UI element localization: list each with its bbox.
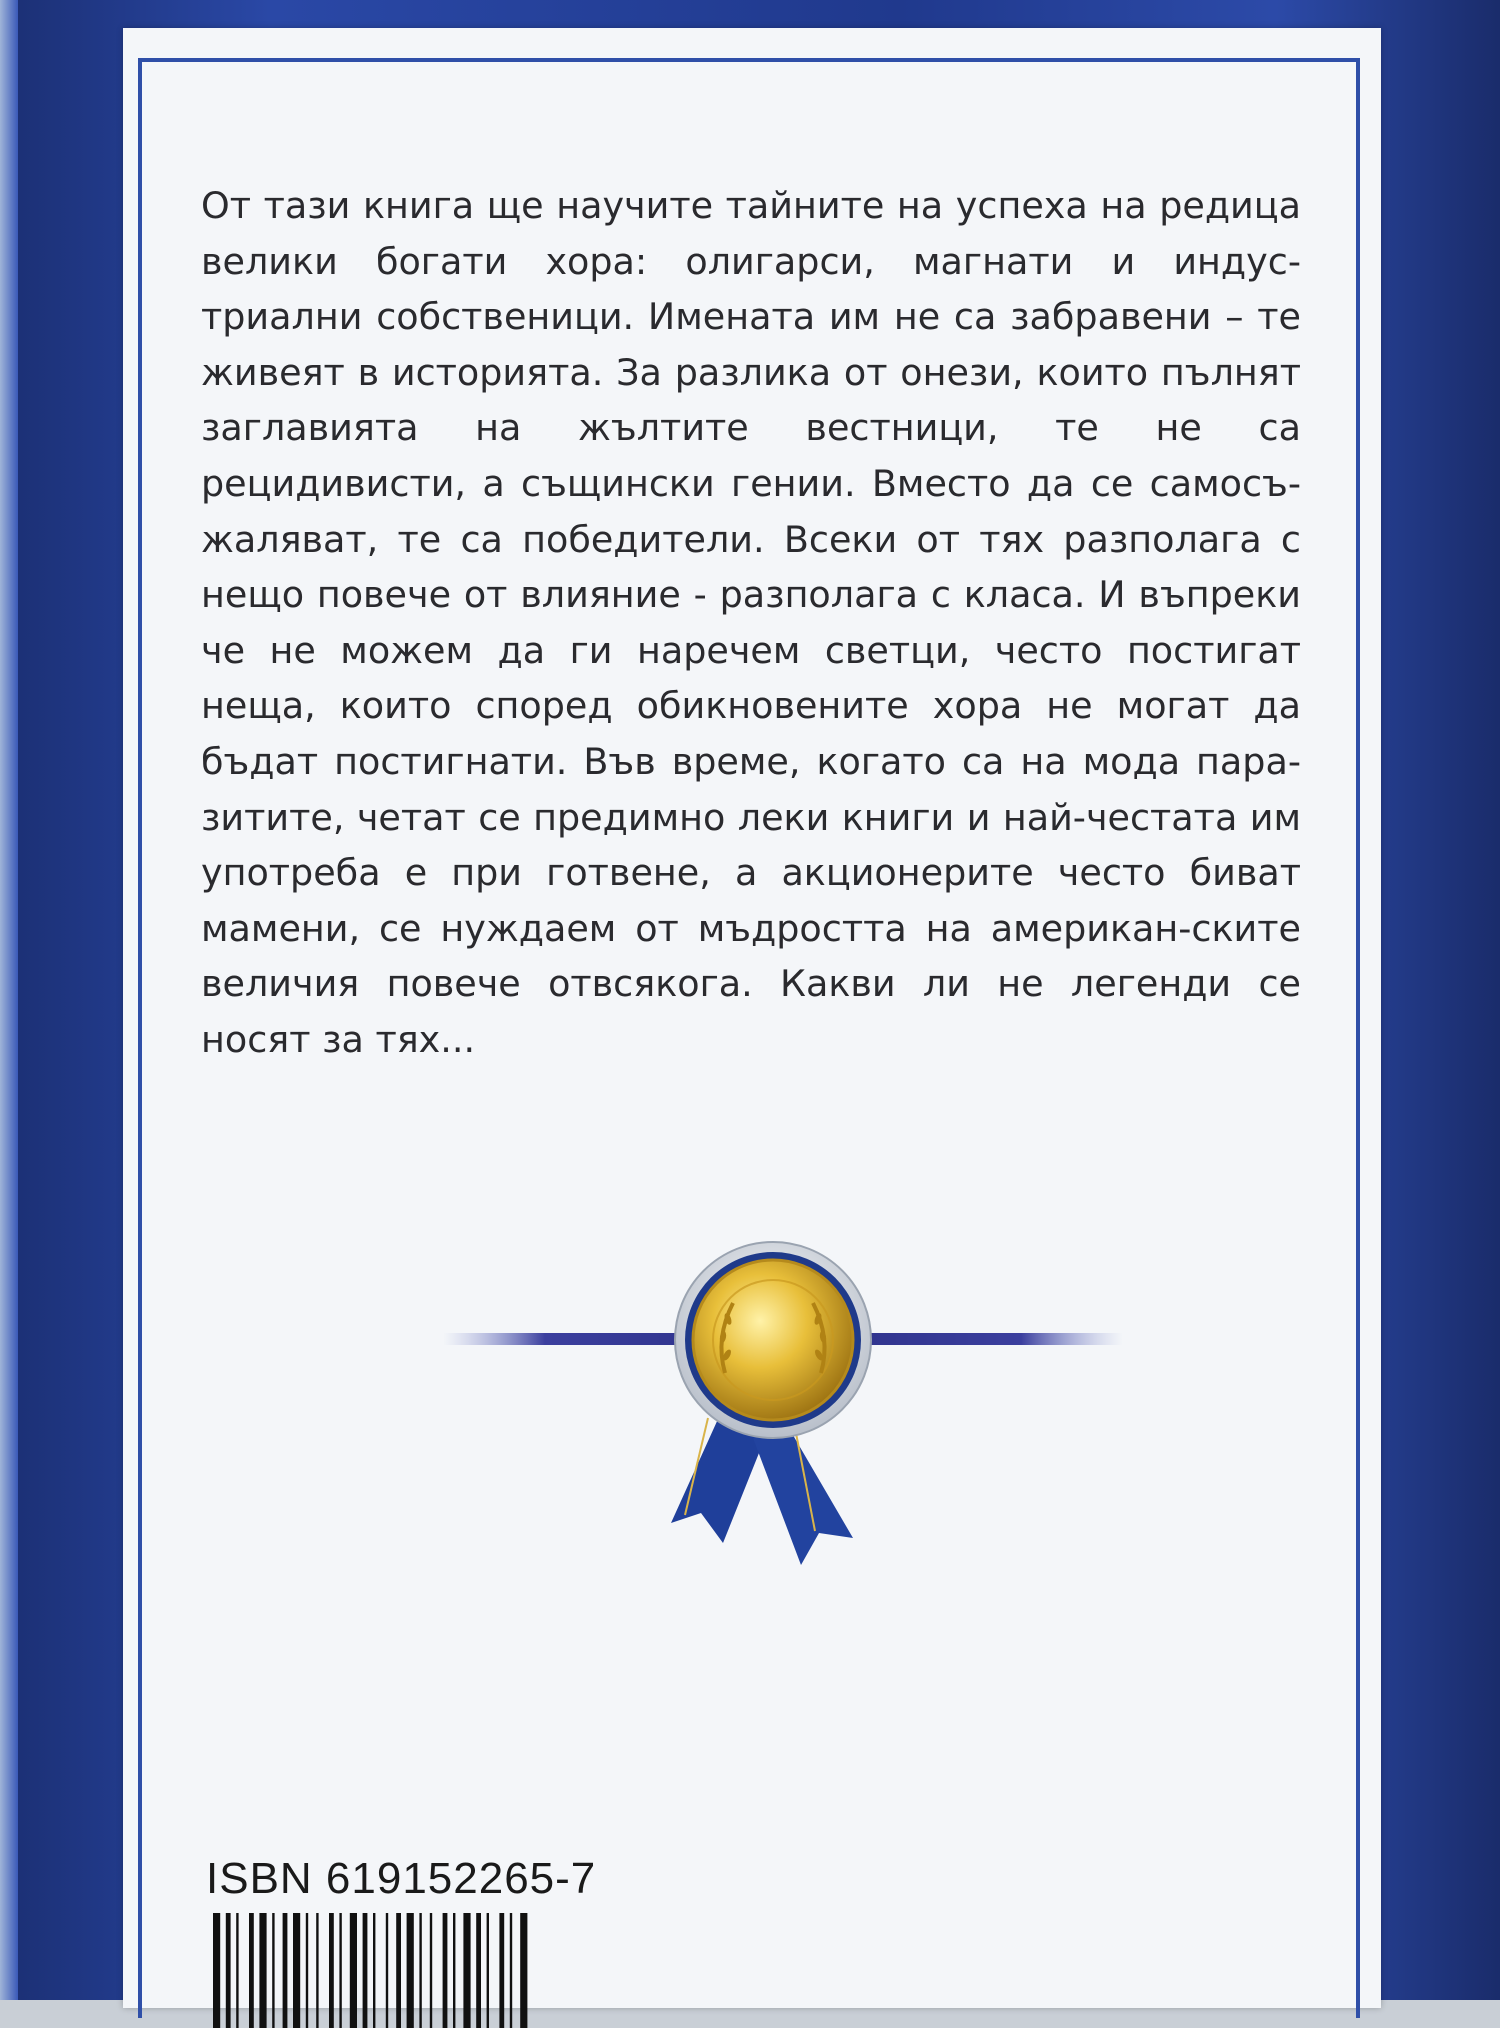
barcode-icon bbox=[213, 1913, 585, 2028]
spine-edge bbox=[0, 0, 18, 2000]
isbn-number: ISBN 619152265-7 bbox=[206, 1854, 597, 1903]
gold-medal-ribbon-icon bbox=[323, 1233, 1223, 1613]
blurb-text: От тази книга ще научите тайните на успеха на редица велики богати хора: олигарси, магнати и индус-триални собственици. Имената им не са забравени – те живеят в историята. За разлика от онези, които пълнят заглавията на жълтите вестници, те не са рецидивисти, а същински гении. Вместо да се самосъ-жаляват, те са победители. Всеки от тях разполага с нещо повече от влияние - разполага с класа. И въпреки че не можем да ги наречем светци, често постигат неща, които според обикновените хора не могат да бъдат постигнати. Във време, когато са на мода пара-зитите, четат се предимно леки книги и най-честата им употреба е при готвене, а акционерите често биват мамени, се нуждаем от мъдростта на американ-ските величия повече отвсякога. Какви ли не легенди се носят за тях... bbox=[201, 184, 1301, 1061]
cover-panel bbox=[123, 28, 1381, 2008]
